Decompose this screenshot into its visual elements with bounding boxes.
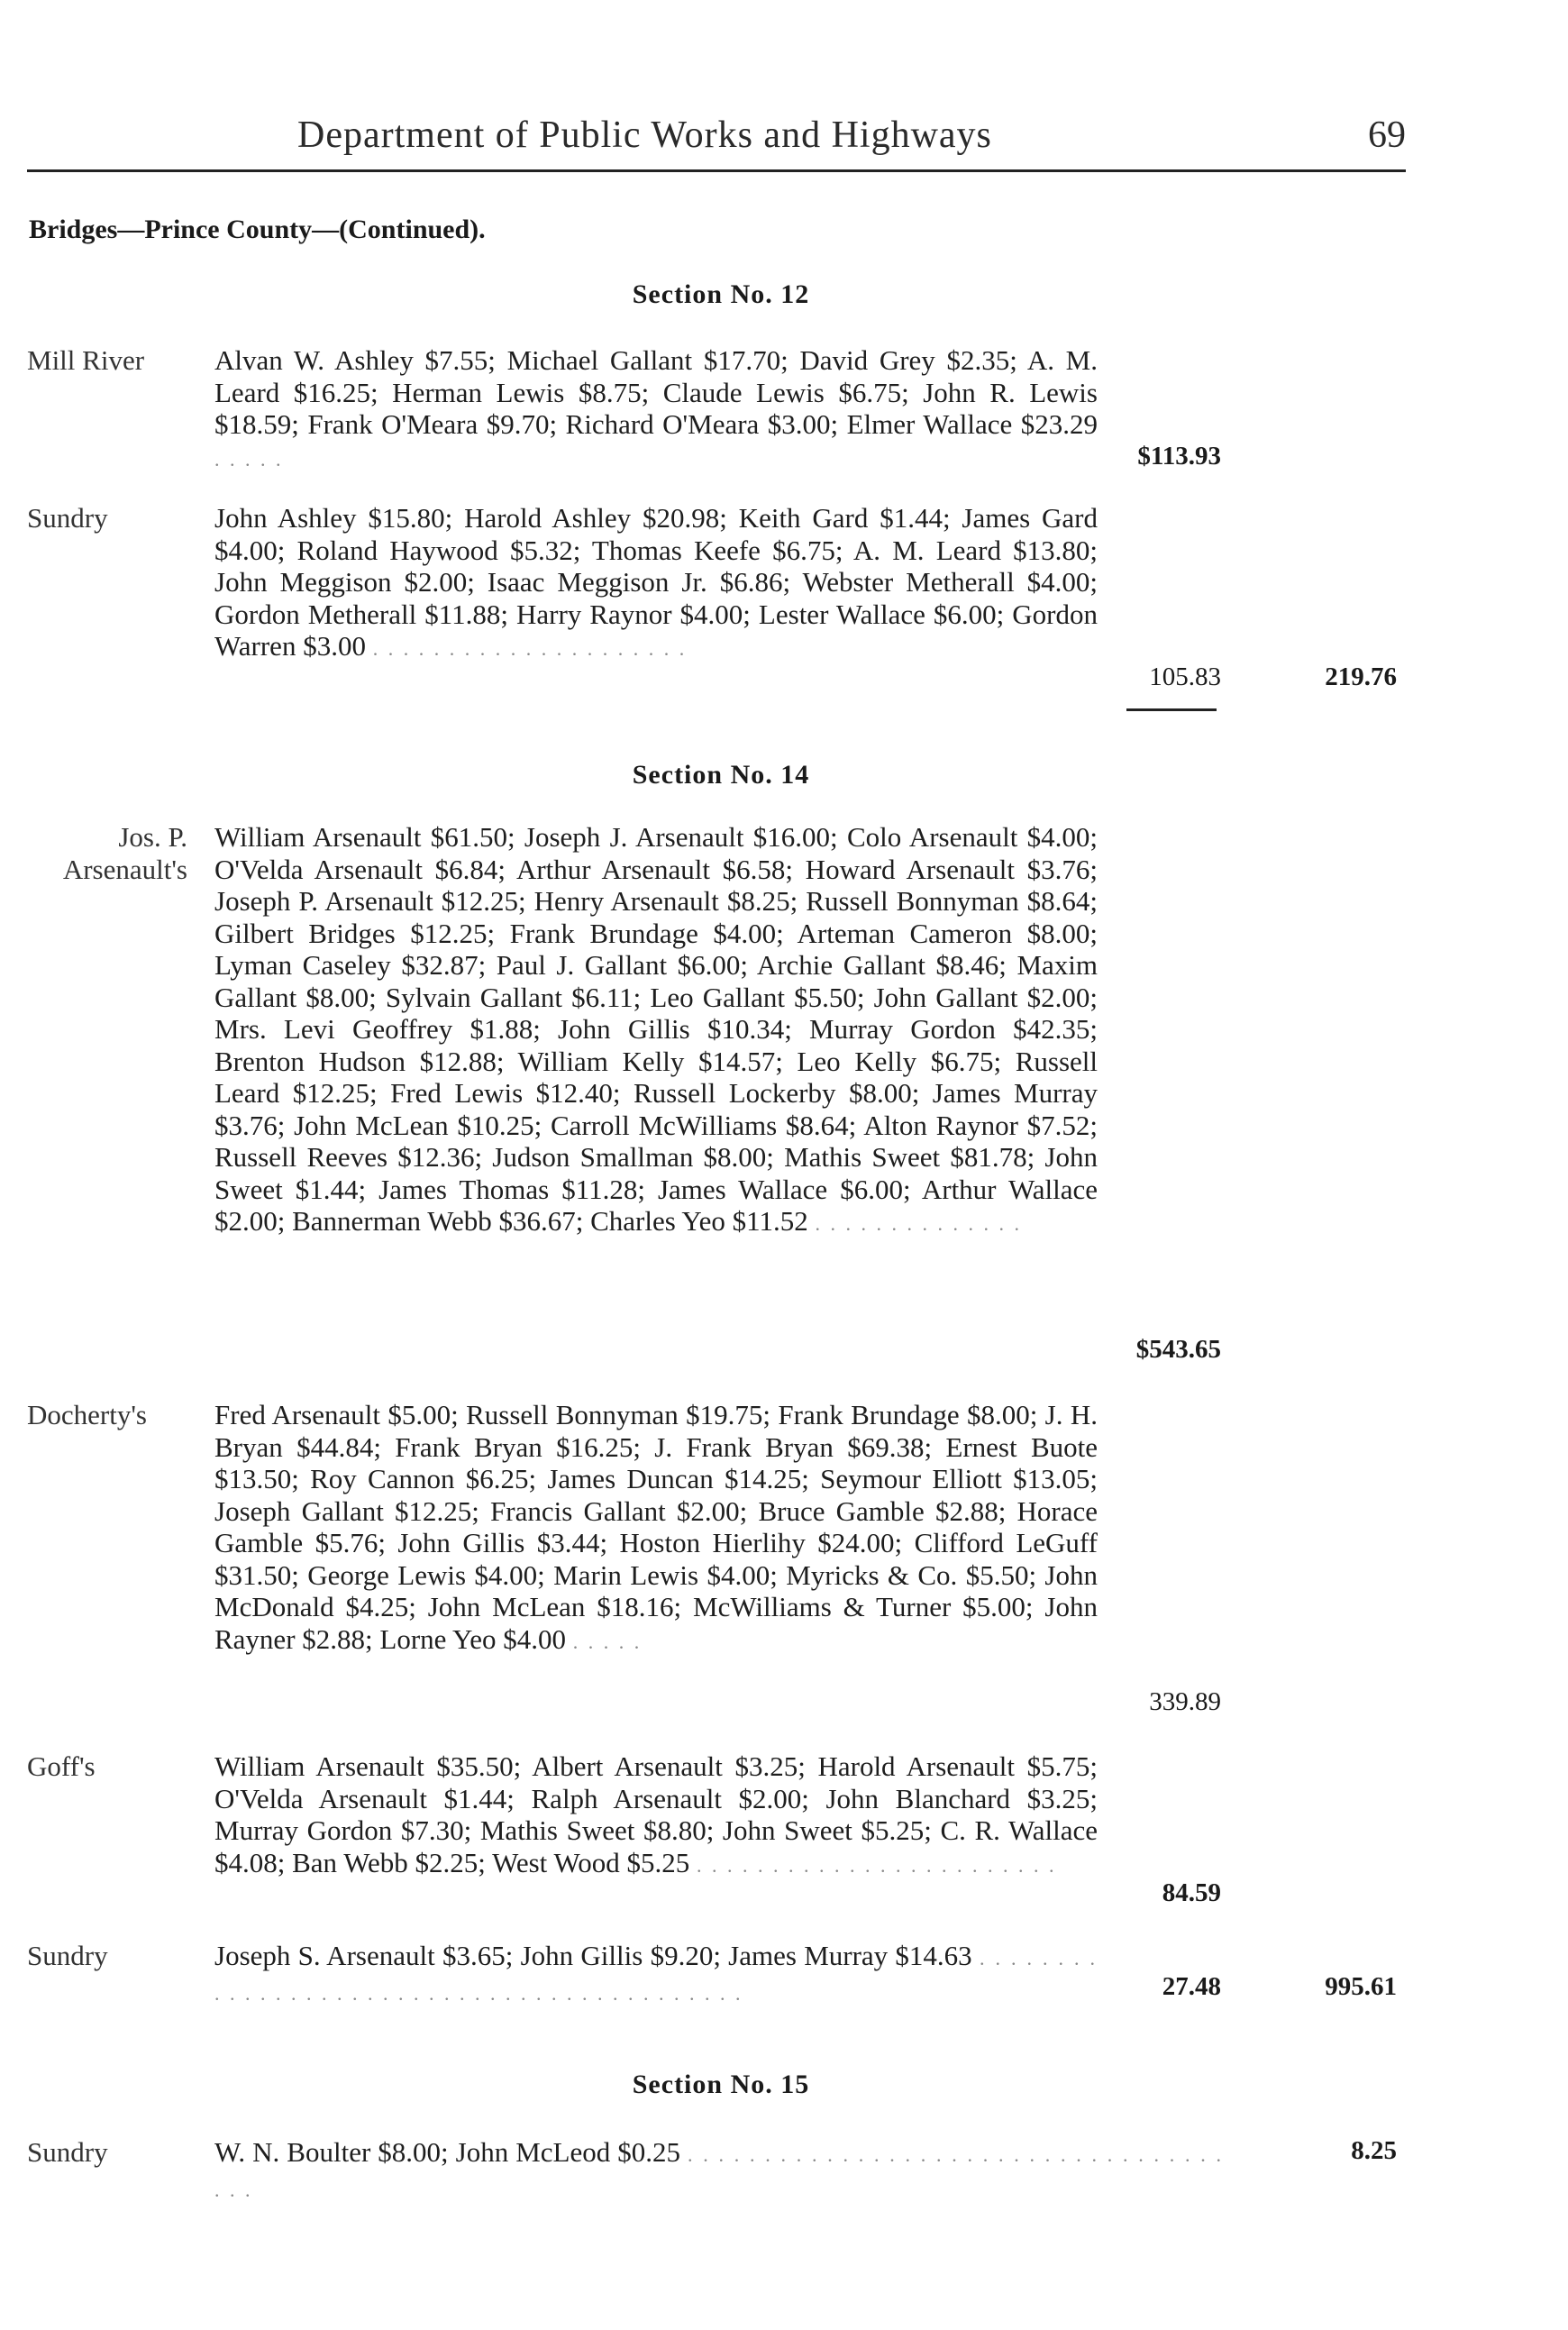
entry-text: Alvan W. Ashley $7.55; Michael Gallant $17.70; David Grey $2.35; A. M. Leard $16.25; Herman Lewis $8.75; Claude Lewis $6.75; John R. Lewis $18.59; Frank O'Meara $9.70; Richard O'Meara $3.00; Elmer Wallace $23.29 . . . . . — [214, 344, 1098, 471]
entry-amount: $113.93 — [1137, 442, 1221, 471]
dot-leader: . . . . . — [214, 447, 284, 471]
dot-leader: . . . . . — [572, 1630, 643, 1653]
entry-place: Goff's — [27, 1750, 96, 1782]
entry-amount: 84.59 — [1162, 1878, 1221, 1907]
entry-amount: $543.65 — [1135, 1335, 1221, 1364]
dot-leader: . . . . . . . . . . . . . . . . . . . . . — [372, 637, 688, 660]
page-header — [27, 106, 1406, 172]
entry-place: Sundry — [27, 502, 108, 534]
entry-text: W. N. Boulter $8.00; John McLeod $0.25 . . . . . . . . . . . . . . . . . . . . . . . . . . . . . . . . . . . . . . — [214, 2136, 1225, 2201]
entry-place: Mill River — [27, 344, 145, 376]
subtitle: Bridges—Prince County—(Continued). — [29, 215, 486, 244]
entry-text: Fred Arsenault $5.00; Russell Bonnyman $19.75; Frank Brundage $8.00; J. H. Bryan $44.84; Frank Bryan $16.25; J. Frank Bryan $69.38; Ernest Buote $13.50; Roy Cannon $6.25; James Duncan $14.25; Seymour Elliott $13.05; Joseph Gallant $12.25; Francis Gallant $2.00; Bruce Gamble $2.88; Horace Gamble $5.76; John Gillis $3.44; Hoston Hierlihy $24.00; Clifford LeGuff $31.50; George Lewis $4.00; Marin Lewis $4.00; Myricks & Co. $5.50; John McDonald $4.25; John McLean $18.16; McWilliams & Turner $5.00; John Rayner $2.88; Lorne Yeo $4.00 . . . . . — [214, 1399, 1098, 1655]
page-number: 69 — [1368, 114, 1406, 156]
entry-amount: 105.83 — [1149, 662, 1221, 691]
dot-leader: . . . . . . . . . . . . . . . . . . . . . . . . — [697, 1853, 1057, 1877]
entry-amount: 339.89 — [1149, 1687, 1221, 1716]
entry-text: Joseph S. Arsenault $3.65; John Gillis $9.20; James Murray $14.63 . . . . . . . . . . . . . . . . . . . . . . . . . . . . . . . . . . . . . . . . . . . — [214, 1940, 1099, 2005]
entry-text: William Arsenault $61.50; Joseph J. Arsenault $16.00; Colo Arsenault $4.00; O'Velda Arsenault $6.84; Arthur Arsenault $6.58; Howard Arsenault $3.76; Joseph P. Arsenault $12.25; Henry Arsenault $8.25; Russell Bonnyman $8.64; Gilbert Bridges $12.25; Frank Brundage $4.00; Arteman Cameron $8.00; Lyman Caseley $32.87; Paul J. Gallant $6.00; Archie Gallant $8.46; Maxim Gallant $8.00; Sylvain Gallant $6.11; Leo Gallant $5.50; John Gallant $2.00; Mrs. Levi Geoffrey $1.88; John Gillis $10.34; Murray Gordon $42.35; Brenton Hudson $12.88; William Kelly $14.57; Leo Kelly $6.75; Russell Leard $12.25; Fred Lewis $12.40; Russell Lockerby $8.00; James Murray $3.76; John McLean $10.25; Carroll McWilliams $8.64; Alton Raynor $7.52; Russell Reeves $12.36; Judson Smallman $8.00; Mathis Sweet $81.78; John Sweet $1.44; James Thomas $11.28; James Wallace $6.00; Arthur Wallace $2.00; Bannerman Webb $36.67; Charles Yeo $11.52 . . . . . . . . . . . . . . — [214, 821, 1098, 1237]
section-total: 995.61 — [1325, 1972, 1397, 2001]
dot-leader: . . . . . . . . . . . . . . . . . . . . . . . . . . . . . . . . . . . . . . — [214, 2143, 1225, 2201]
dot-leader: . . . . . . . . . . . . . . . . . . . . . . . . . . . . . . . . . . . . . . . . . . . — [214, 1947, 1099, 2005]
entry-amount: 27.48 — [1162, 1972, 1221, 2001]
entry-text: William Arsenault $35.50; Albert Arsenault $3.25; Harold Arsenault $5.75; O'Velda Arsenault $1.44; Ralph Arsenault $2.00; John Blanchard $3.25; Murray Gordon $7.30; Mathis Sweet $8.80; John Sweet $5.25; C. R. Wallace $4.08; Ban Webb $2.25; West Wood $5.25 . . . . . . . . . . . . . . . . . . . . . . . . — [214, 1750, 1098, 1878]
section-total: 8.25 — [1351, 2136, 1397, 2165]
entry-place: Docherty's — [27, 1399, 147, 1430]
section-heading: Section No. 12 — [632, 279, 810, 309]
dot-leader: . . . . . . . . . . . . . . — [815, 1212, 1023, 1235]
section-total: 219.76 — [1325, 662, 1397, 691]
entry-text: John Ashley $15.80; Harold Ashley $20.98; Keith Gard $1.44; James Gard $4.00; Roland Haywood $5.32; Thomas Keefe $6.75; A. M. Leard $13.80; John Meggison $2.00; Isaac Meggison Jr. $6.86; Webster Metherall $4.00; Gordon Metherall $11.88; Harry Raynor $4.00; Lester Wallace $6.00; Gordon Warren $3.00 . . . . . . . . . . . . . . . . . . . . . — [214, 502, 1098, 662]
entry-place: Jos. P. Arsenault's — [62, 821, 187, 885]
entry-place: Sundry — [27, 1940, 108, 1971]
entry-place: Sundry — [27, 2136, 108, 2168]
running-title: Department of Public Works and Highways — [297, 114, 992, 156]
section-heading: Section No. 15 — [632, 2070, 810, 2099]
sum-rule — [1126, 708, 1217, 711]
section-heading: Section No. 14 — [632, 760, 810, 790]
